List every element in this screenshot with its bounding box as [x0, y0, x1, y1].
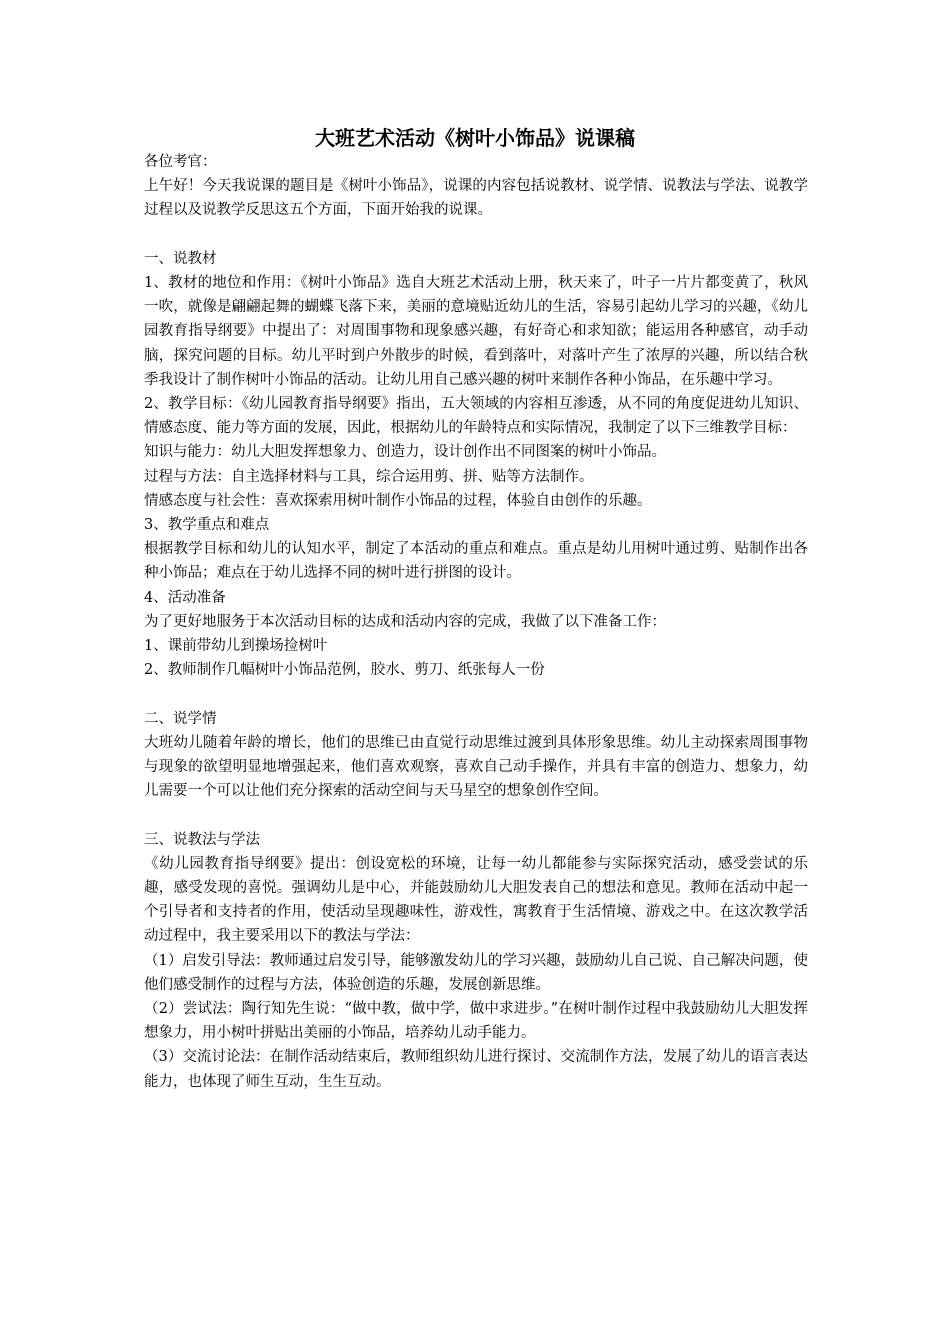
blank-line	[144, 803, 808, 827]
method-item-1: （1）启发引导法：教师通过启发引导，能够激发幼儿的学习兴趣，鼓励幼儿自己说、自己解决问题，使他们感受制作的过程与方法，体验创造的乐趣，发展创新思维。	[144, 952, 808, 993]
document-title: 大班艺术活动《树叶小饰品》说课稿	[315, 126, 635, 150]
subheading-key-points: 3、教学重点和难点	[144, 517, 270, 534]
intro-paragraph: 上午好！今天我说课的题目是《树叶小饰品》，说课的内容包括说教材、说学情、说教法与学法、说教学过程以及说教学反思这五个方面，下面开始我的说课。	[144, 178, 808, 219]
goal-emotion: 情感态度与社会性：喜欢探索用树叶制作小饰品的过程，体验自由创作的乐趣。	[144, 492, 652, 509]
section-heading-learners: 二、说学情	[144, 710, 217, 727]
preparation-item-1: 1、课前带幼儿到操场捡树叶	[144, 638, 328, 655]
blank-line	[144, 223, 808, 247]
document-body	[144, 150, 808, 1094]
paragraph-preparation: 为了更好地服务于本次活动目标的达成和活动内容的完成，我做了以下准备工作：	[144, 613, 666, 630]
paragraph-teaching-goals: 2、教学目标：《幼儿园教育指导纲要》指出，五大领域的内容相互渗透，从不同的角度促进幼儿知识、情感态度、能力等方面的发展，因此，根据幼儿的年龄特点和实际情况，我制定了以下三维教学目标：	[144, 396, 808, 437]
goal-process: 过程与方法：自主选择材料与工具，综合运用剪、拼、贴等方法制作。	[144, 468, 594, 485]
goal-knowledge: 知识与能力：幼儿大胆发挥想象力、创造力，设计创作出不同图案的树叶小饰品。	[144, 444, 666, 461]
method-item-3: （3）交流讨论法：在制作活动结束后，教师组织幼儿进行探讨、交流制作方法，发展了幼儿的语言表达能力，也体现了师生互动，生生互动。	[144, 1049, 808, 1090]
section-heading-textbook: 一、说教材	[144, 250, 217, 267]
method-item-2: （2）尝试法：陶行知先生说：“做中教，做中学，做中求进步。”在树叶制作过程中我鼓励幼儿大胆发挥想象力，用小树叶拼贴出美丽的小饰品，培养幼儿动手能力。	[144, 1001, 808, 1042]
paragraph-methods: 《幼儿园教育指导纲要》提出：创设宽松的环境，让每一幼儿都能参与实际探究活动，感受尝试的乐趣，感受发现的喜悦。强调幼儿是中心，并能鼓励幼儿大胆发表自己的想法和意见。教师在活动中起一个引导者和支持者的作用，使活动呈现趣味性，游戏性，寓教育于生活情境、游戏之中。在这次教学活动过程中，我主要采用以下的教法与学法：	[144, 855, 808, 945]
blank-line	[144, 682, 808, 706]
paragraph-key-points: 根据教学目标和幼儿的认知水平，制定了本活动的重点和难点。重点是幼儿用树叶通过剪、贴制作出各种小饰品；难点在于幼儿选择不同的树叶进行拼图的设计。	[144, 541, 808, 582]
paragraph-learners: 大班幼儿随着年龄的增长，他们的思维已由直觉行动思维过渡到具体形象思维。幼儿主动探索周围事物与现象的欲望明显地增强起来，他们喜欢观察，喜欢自己动手操作，并具有丰富的创造力、想象力，幼儿需要一个可以让他们充分探索的活动空间与天马星空的想象创作空间。	[144, 734, 808, 800]
section-heading-methods: 三、说教法与学法	[144, 831, 260, 848]
paragraph-textbook-role: 1、教材的地位和作用：《树叶小饰品》选自大班艺术活动上册，秋天来了，叶子一片片都变黄了，秋风一吹，就像是翩翩起舞的蝴蝶飞落下来，美丽的意境贴近幼儿的生活，容易引起幼儿学习的兴趣，《幼儿园教育指导纲要》中提出了：对周围事物和现象感兴趣，有好奇心和求知欲；能运用各种感官，动手动脑，探究问题的目标。幼儿平时到户外散步的时候，看到落叶，对落叶产生了浓厚的兴趣，所以结合秋季我设计了制作树叶小饰品的活动。让幼儿用自己感兴趣的树叶来制作各种小饰品，在乐趣中学习。	[144, 275, 808, 388]
subheading-preparation: 4、活动准备	[144, 589, 226, 606]
preparation-item-2: 2、教师制作几幅树叶小饰品范例，胶水、剪刀、纸张每人一份	[144, 662, 545, 679]
greeting: 各位考官：	[144, 154, 217, 170]
